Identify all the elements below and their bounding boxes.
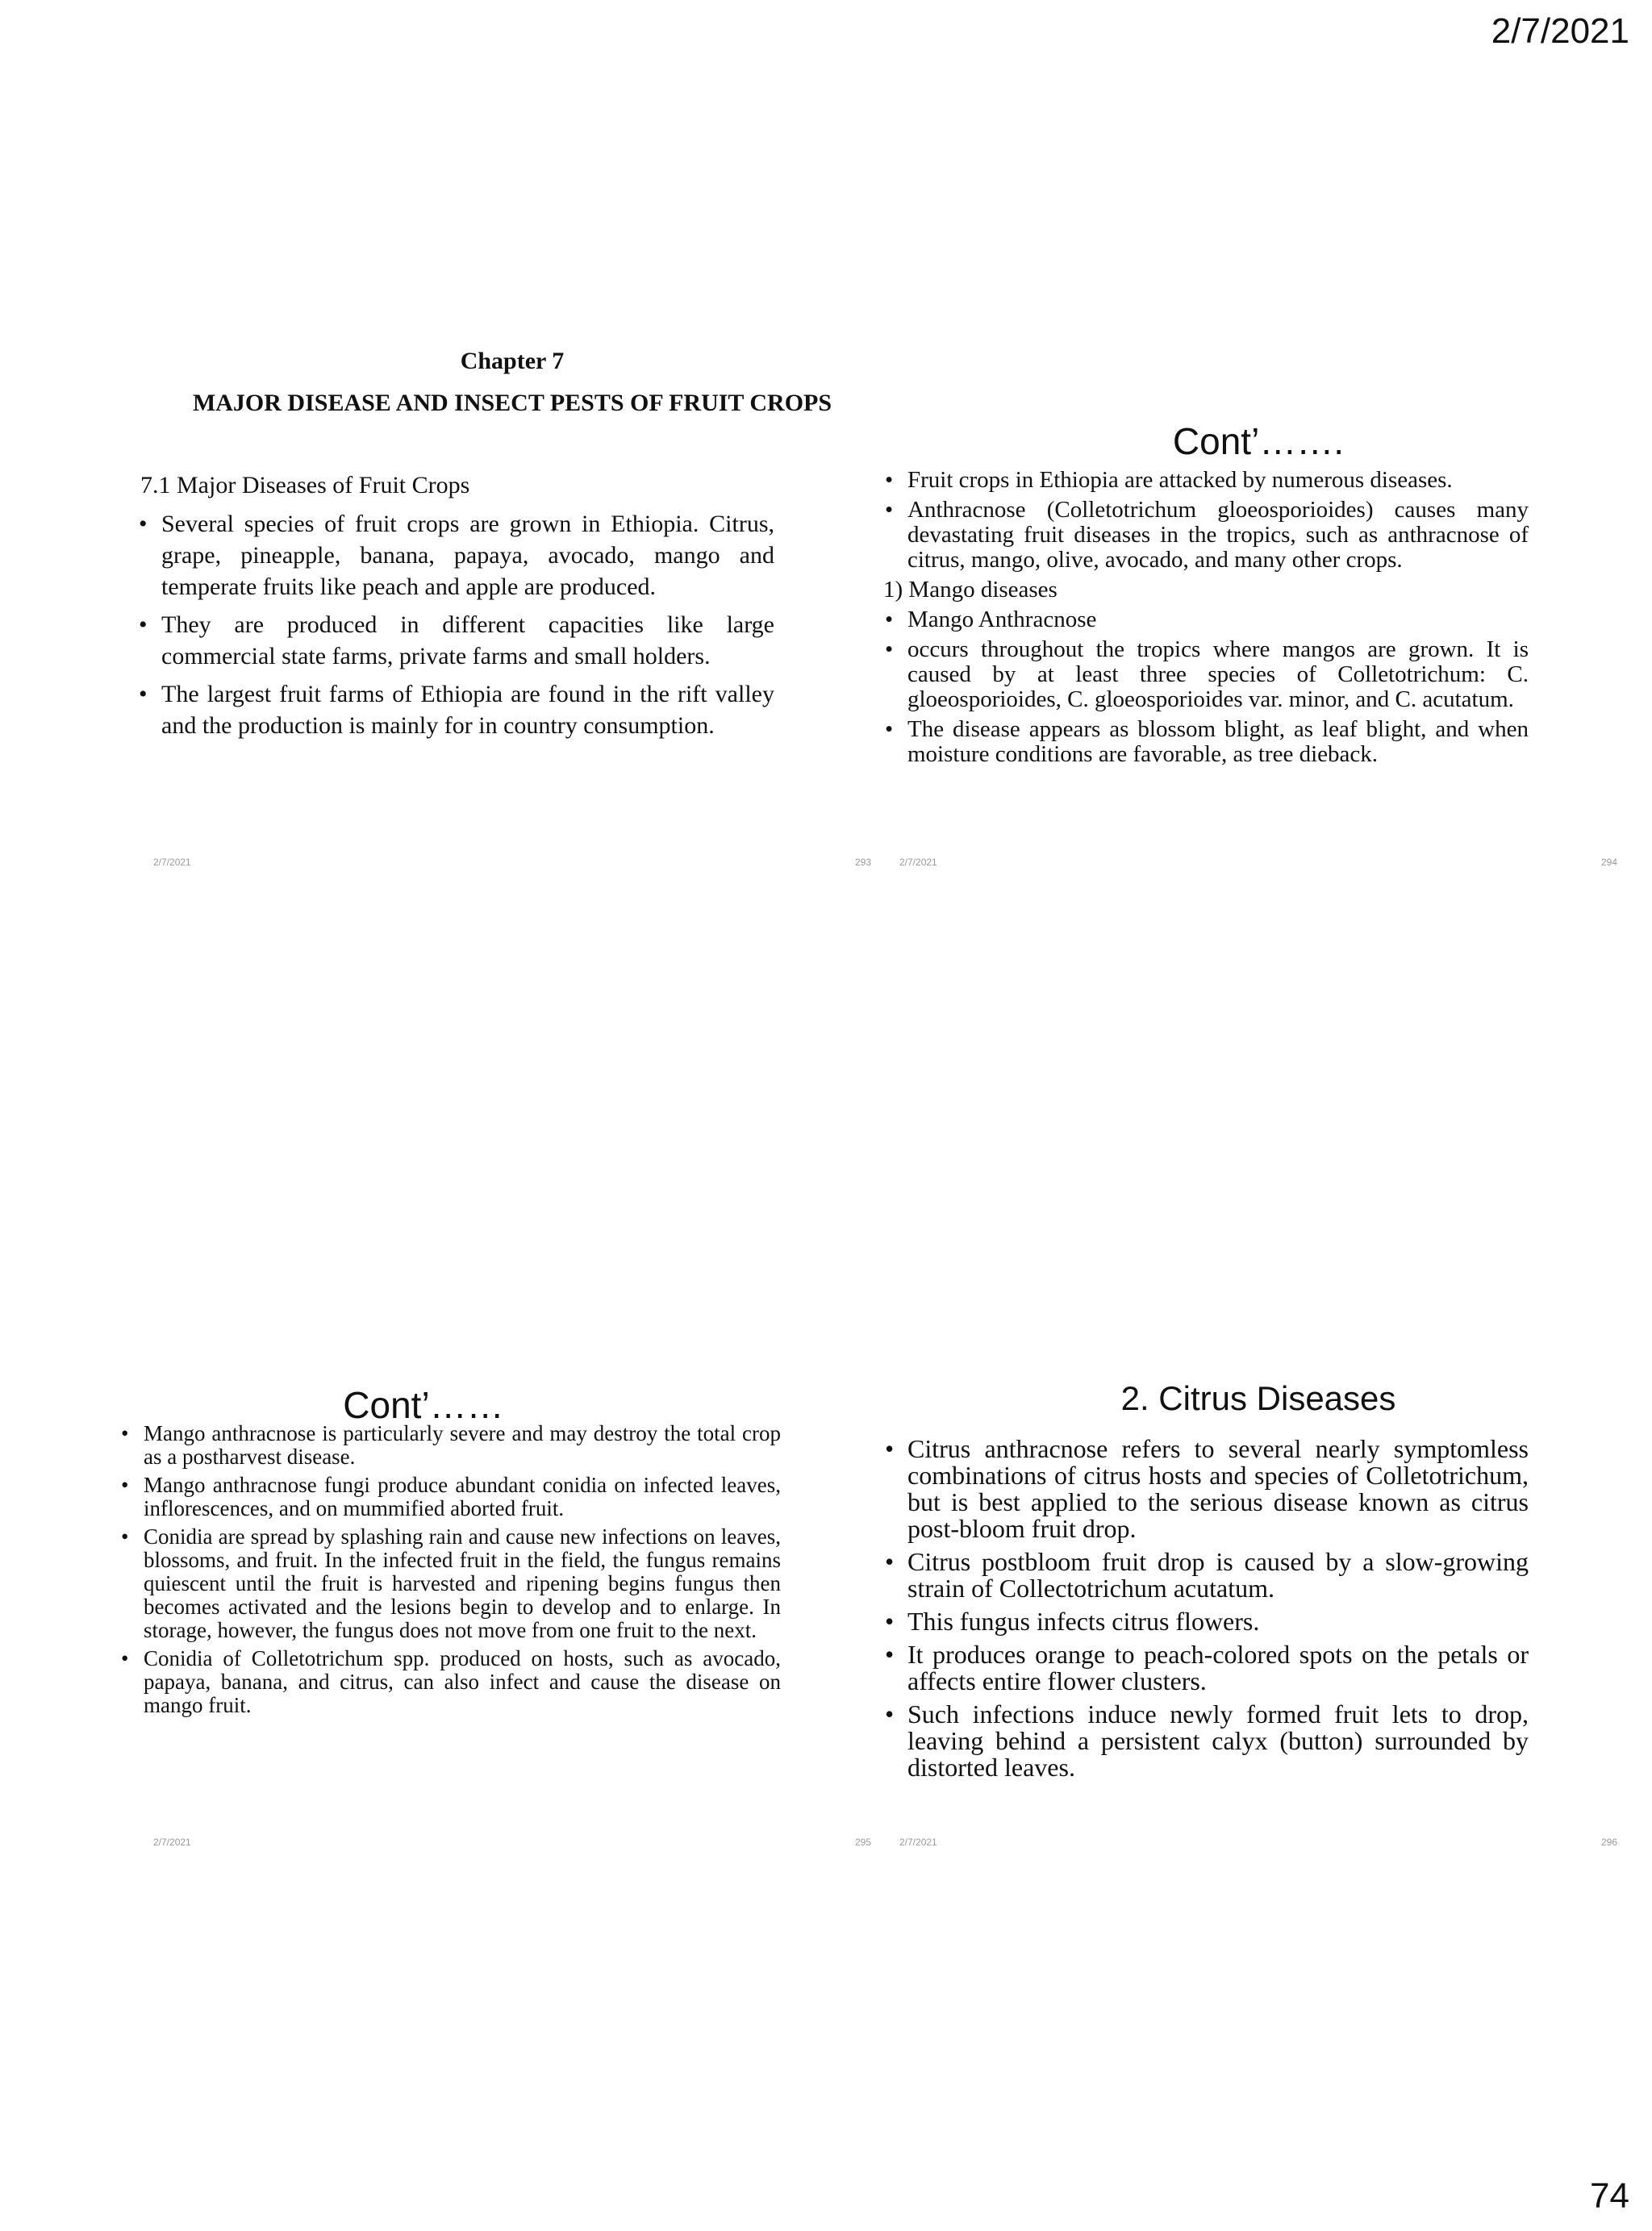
slide-title: Cont’……. <box>1172 420 1345 462</box>
bullet-list <box>883 468 1529 772</box>
section-subtitle: 7.1 Major Diseases of Fruit Crops <box>140 472 470 498</box>
page-number: 74 <box>1590 2176 1629 2216</box>
slide-footer-date: 2/7/2021 <box>153 1837 191 1848</box>
slide-title: 2. Citrus Diseases <box>1120 1379 1396 1417</box>
slide-footer-date: 2/7/2021 <box>153 857 191 868</box>
bullet-item: • occurs throughout the tropics where mangos are grown. It is caused by at least three species of Colletotrichum: C. gloeosporioides, C. gloeosporioides var. minor, and C. acutatum. <box>883 637 1529 712</box>
slide-295 <box>137 1327 887 1848</box>
bullet-item: • Fruit crops in Ethiopia are attacked by numerous diseases. <box>883 468 1529 493</box>
bullet-item: • Anthracnose (Colletotrichum gloeosporioides) causes many devastating fruit diseases in the tropics, such as anthracnose of citrus, mango, olive, avocado, and many other crops. <box>883 498 1529 573</box>
bullet-item: • It produces orange to peach-colored spots on the petals or affects entire flower clusters. <box>883 1641 1529 1695</box>
bullet-list <box>119 1422 781 1722</box>
bullet-item: • Such infections induce newly formed fruit lets to drop, leaving behind a persistent calyx (button) surrounded by distorted leaves. <box>883 1701 1529 1781</box>
slide-title: Cont’…… <box>343 1384 504 1426</box>
slide-number: 296 <box>1600 1837 1617 1848</box>
bullet-item: • Conidia are spread by splashing rain and cause new infections on leaves, blossoms, and fruit. In the infected fruit in the field, the fungus remains quiescent until the fruit is harvested and ripening begins fungus then becomes activated and the lesions begin to develop and to enlarge. In storage, however, the fungus does not move from one fruit to the next. <box>119 1525 781 1642</box>
bullet-list <box>883 1436 1529 1787</box>
chapter-heading: Chapter 7 <box>460 348 565 374</box>
bullet-item: • Mango Anthracnose <box>883 607 1529 632</box>
slide-footer-date: 2/7/2021 <box>899 1837 937 1848</box>
slide-294 <box>883 347 1633 868</box>
bullet-item: • Conidia of Colletotrichum spp. produced on hosts, such as avocado, papaya, banana, and citrus, can also infect and cause the disease on mango fruit. <box>119 1647 781 1717</box>
slide-296 <box>883 1327 1633 1848</box>
section-heading: 1) Mango diseases <box>883 577 1058 603</box>
slide-number: 293 <box>854 857 871 868</box>
chapter-title: MAJOR DISEASE AND INSECT PESTS OF FRUIT CROPS <box>192 390 832 416</box>
bullet-item: • The largest fruit farms of Ethiopia are found in the rift valley and the production is mainly for in country consumption. <box>137 678 774 741</box>
page-date: 2/7/2021 <box>1491 11 1629 51</box>
bullet-item: • Several species of fruit crops are grown in Ethiopia. Citrus, grape, pineapple, banana, papaya, avocado, mango and temperate fruits like peach and apple are produced. <box>137 508 774 603</box>
bullet-list <box>137 508 774 748</box>
bullet-item: • Mango anthracnose fungi produce abundant conidia on infected leaves, inflorescences, and on mummified aborted fruit. <box>119 1474 781 1520</box>
slide-number: 295 <box>854 1837 871 1848</box>
bullet-item: • This fungus infects citrus flowers. <box>883 1608 1529 1635</box>
slide-293 <box>137 347 887 868</box>
bullet-item: • Citrus anthracnose refers to several nearly symptomless combinations of citrus hosts and species of Colletotrichum, but is best applied to the serious disease known as citrus post-bloom fruit drop. <box>883 1436 1529 1542</box>
bullet-item: • Citrus postbloom fruit drop is caused by a slow-growing strain of Collectotrichum acutatum. <box>883 1549 1529 1602</box>
bullet-item: • The disease appears as blossom blight, as leaf blight, and when moisture conditions are favorable, as tree dieback. <box>883 717 1529 767</box>
bullet-item: • They are produced in different capacities like large commercial state farms, private farms and small holders. <box>137 609 774 672</box>
bullet-item: • Mango anthracnose is particularly severe and may destroy the total crop as a postharvest disease. <box>119 1422 781 1469</box>
slide-number: 294 <box>1600 857 1617 868</box>
slide-footer-date: 2/7/2021 <box>899 857 937 868</box>
